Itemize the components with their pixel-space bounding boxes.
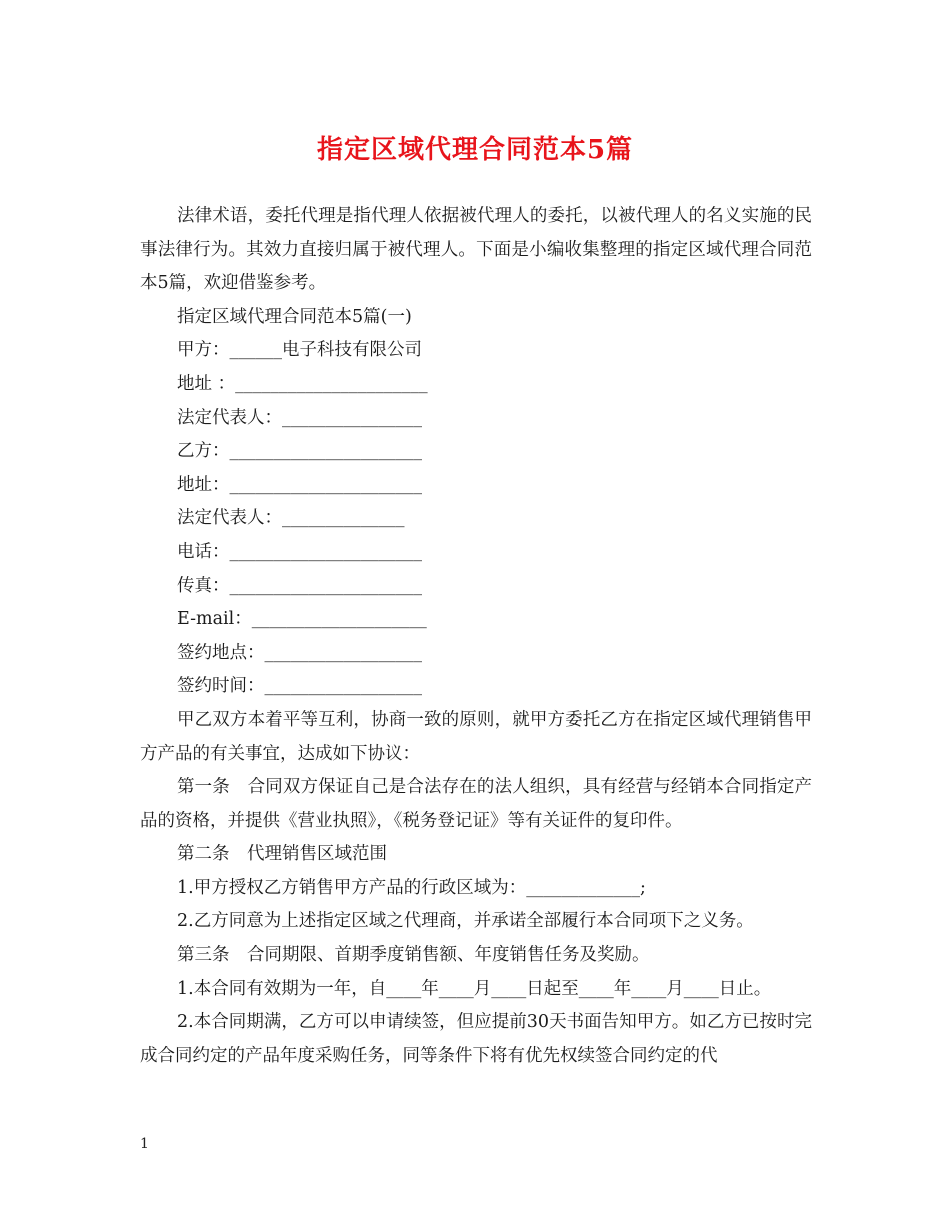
document-title: 指定区域代理合同范本5篇 xyxy=(316,135,634,165)
party-b-address-line: 地址：______________________ xyxy=(177,474,422,495)
article-3-heading: 第三条 合同期限、首期季度销售额、年度销售任务及奖励。 xyxy=(177,945,650,966)
fax-line: 传真：______________________ xyxy=(177,575,422,596)
party-a-line: 甲方：______电子科技有限公司 xyxy=(177,340,422,361)
party-b-representative-line: 法定代表人：______________ xyxy=(177,508,405,529)
party-b-line: 乙方：______________________ xyxy=(177,441,422,462)
section-heading: 指定区域代理合同范本5篇(一) xyxy=(177,306,412,327)
email-line: E-mail：____________________ xyxy=(177,609,427,630)
signing-place-line: 签约地点：__________________ xyxy=(177,642,422,663)
article-2-item-1: 1.甲方授权乙方销售甲方产品的行政区域为：_____________; xyxy=(177,877,646,898)
article-3-item-2: 2.本合同期满，乙方可以申请续签，但应提前30天书面告知甲方。如乙方已按时完成合同约定的产品年度采购任务，同等条件下将有优先权续签合同约定的代 xyxy=(140,1012,812,1066)
agreement-preamble: 甲乙双方本着平等互利，协商一致的原则，就甲方委托乙方在指定区域代理销售甲方产品的有关事宜，达成如下协议： xyxy=(140,709,812,764)
page-number: 1 xyxy=(140,1136,149,1152)
intro-paragraph: 法律术语，委托代理是指代理人依据被代理人的委托，以被代理人的名义实施的民事法律行为。其效力直接归属于被代理人。下面是小编收集整理的指定区域代理合同范本5篇，欢迎借鉴参考。 xyxy=(140,206,812,294)
party-a-address-line: 地址 ：______________________ xyxy=(177,373,428,394)
article-2-item-2: 2.乙方同意为上述指定区域之代理商，并承诺全部履行本合同项下之义务。 xyxy=(177,911,754,932)
article-2-heading: 第二条 代理销售区域范围 xyxy=(177,844,387,865)
document-body xyxy=(140,200,812,1073)
party-a-representative-line: 法定代表人：________________ xyxy=(177,407,422,428)
article-3-item-1: 1.本合同有效期为一年，自____年____月____日起至____年____月____日止。 xyxy=(177,978,772,999)
phone-line: 电话：______________________ xyxy=(177,541,422,562)
article-1: 第一条 合同双方保证自己是合法存在的法人组织，具有经营与经销本合同指定产品的资格，并提供《营业执照》，《税务登记证》等有关证件的复印件。 xyxy=(140,777,812,831)
signing-time-line: 签约时间：__________________ xyxy=(177,676,422,697)
